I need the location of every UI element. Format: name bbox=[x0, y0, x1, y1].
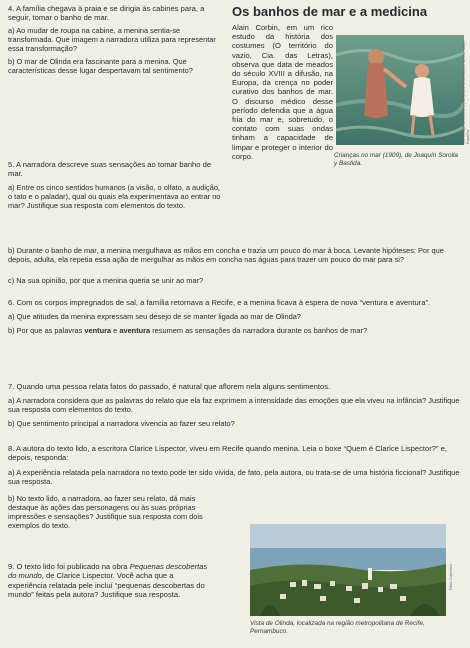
question-6b-word-2: aventura bbox=[119, 326, 151, 336]
question-7a: a) A narradora considera que as palavras do relato que ela faz exprimem a intensidade das emoções que ela viveu na infância? Justifique sua resposta com elementos do texto. bbox=[8, 396, 460, 415]
olinda-photo-image bbox=[250, 524, 446, 616]
photo-credit: Fábio Colombini bbox=[449, 564, 453, 590]
question-9-pre: 9. O texto lido foi publicado na obra bbox=[8, 562, 130, 571]
question-5a: a) Entre os cinco sentidos humanos (a visão, o olfato, a audição, o tato e o paladar), qual ou quais ela experimentava ao entrar no mar? Justifique sua resposta com elementos do texto. bbox=[8, 182, 221, 210]
question-6b-pre: b) Por que as palavras bbox=[8, 326, 85, 336]
painting-image bbox=[336, 35, 464, 145]
question-8 bbox=[8, 444, 464, 486]
question-6b-post: resumem as sensações da narradora durante os banhos de mar? bbox=[150, 326, 368, 336]
painting-caption bbox=[334, 152, 462, 167]
info-box-text bbox=[232, 23, 464, 161]
question-4b: b) O mar de Olinda era fascinante para a menina. Que características desse lugar despertavam tal sentimento? bbox=[8, 56, 193, 75]
question-5b: b) Durante o banho de mar, a menina mergulhava as mãos em concha e trazia um pouco do mar à boca. Levante hipóteses: Por que depois, adulta, ela repetia essa ação de mergulhar as mãos em concha nas águas para trazer um pouco do mar para si? bbox=[8, 246, 444, 265]
olinda-photo bbox=[250, 524, 446, 616]
question-4 bbox=[8, 4, 222, 75]
question-7b: b) Que sentimento principal a narradora vivencia ao fazer seu relato? bbox=[8, 419, 235, 429]
question-6b bbox=[8, 326, 464, 335]
painting-caption-rest: (1909), de Joaquín Sorolla y Bastida. bbox=[334, 152, 458, 167]
question-6b-word-1: ventura bbox=[84, 326, 112, 336]
question-8b: b) No texto lido, a narradora, ao fazer seu relato, dá mais destaque às ações das personagens ou às suas próprias impressões e sensações? Justifique sua resposta com dois exemplos do texto. bbox=[8, 494, 203, 531]
question-7 bbox=[8, 382, 464, 429]
question-9-post: , de Clarice Lispector. Você acha que a experiência relatada pele incluí “pequenas descobertas do mundo” feitas pela autora? Justifique sua resposta. bbox=[8, 571, 205, 599]
info-box-title: Os banhos de mar e a medicina bbox=[232, 4, 428, 19]
question-6-stem: 6. Com os corpos impregnados de sal, a família retornava a Recife, e a menina ficava à espera de nova “ventura e aventura”. bbox=[8, 298, 431, 307]
question-5-stem: 5. A narradora descreve suas sensações ao tomar banho de mar. bbox=[8, 160, 212, 179]
question-7-stem: 7. Quando uma pessoa relata fatos do passado, é natural que aflorem nela alguns sentimentos. bbox=[8, 382, 331, 391]
question-9-book: Pequenas descobertas do mundo bbox=[8, 562, 208, 581]
painting-children-in-sea bbox=[336, 35, 464, 145]
question-5 bbox=[8, 160, 222, 210]
question-6b-mid: e bbox=[111, 326, 120, 336]
question-6 bbox=[8, 298, 464, 335]
question-4-stem: 4. A família chegava à praia e se dirigia às cabines para, a seguir, tomar o banho de mar. bbox=[8, 4, 205, 23]
question-6a: a) Que atitudes da menina expressam seu desejo de se manter ligada ao mar de Olinda? bbox=[8, 312, 301, 322]
question-8a: a) A experiência relatada pela narradora no texto pode ter sido vivida, de fato, pela autora, ou trata-se de uma história ficcional? Justifique sua resposta. bbox=[8, 467, 460, 486]
question-9 bbox=[8, 562, 214, 599]
question-8-stem: 8. A autora do texto lido, a escritora Clarice Lispector, viveu em Recife quando menina. Leia o boxe “Quem é Clarice Lispector?” e, depois, responda: bbox=[8, 444, 447, 463]
painting-caption-title: Crianças no mar bbox=[334, 152, 381, 159]
question-5c: c) Na sua opinião, por que a menina queria se unir ao mar? bbox=[8, 276, 204, 285]
photo-caption: Vista de Olinda, localizada na região metropolitana de Recife, Pernambuco. bbox=[250, 620, 425, 635]
question-4a: a) Ao mudar de roupa na cabine, a menina sentia-se transformada. Que imagem a narradora utiliza para representar essa transformação? bbox=[8, 25, 216, 53]
info-box bbox=[232, 4, 470, 244]
info-box-body: Alain Corbin, em um rico estudo da história dos costumes (O território do vazio, Cia. das Letras), observa que data de meados do século XVIII a difusão, na Europa, da crença no poder curativo dos banhos de mar. O discurso médico desse período defendia que a água fria do mar e, sobretudo, o contato com suas ondas tinham a capacidade de limpar e proteger o interior do corpo. bbox=[232, 23, 333, 161]
painting-credit: The Bridgeman Art Library/Keystone Brasil/Museo Sorolla, Madri, Espanha bbox=[462, 40, 470, 144]
